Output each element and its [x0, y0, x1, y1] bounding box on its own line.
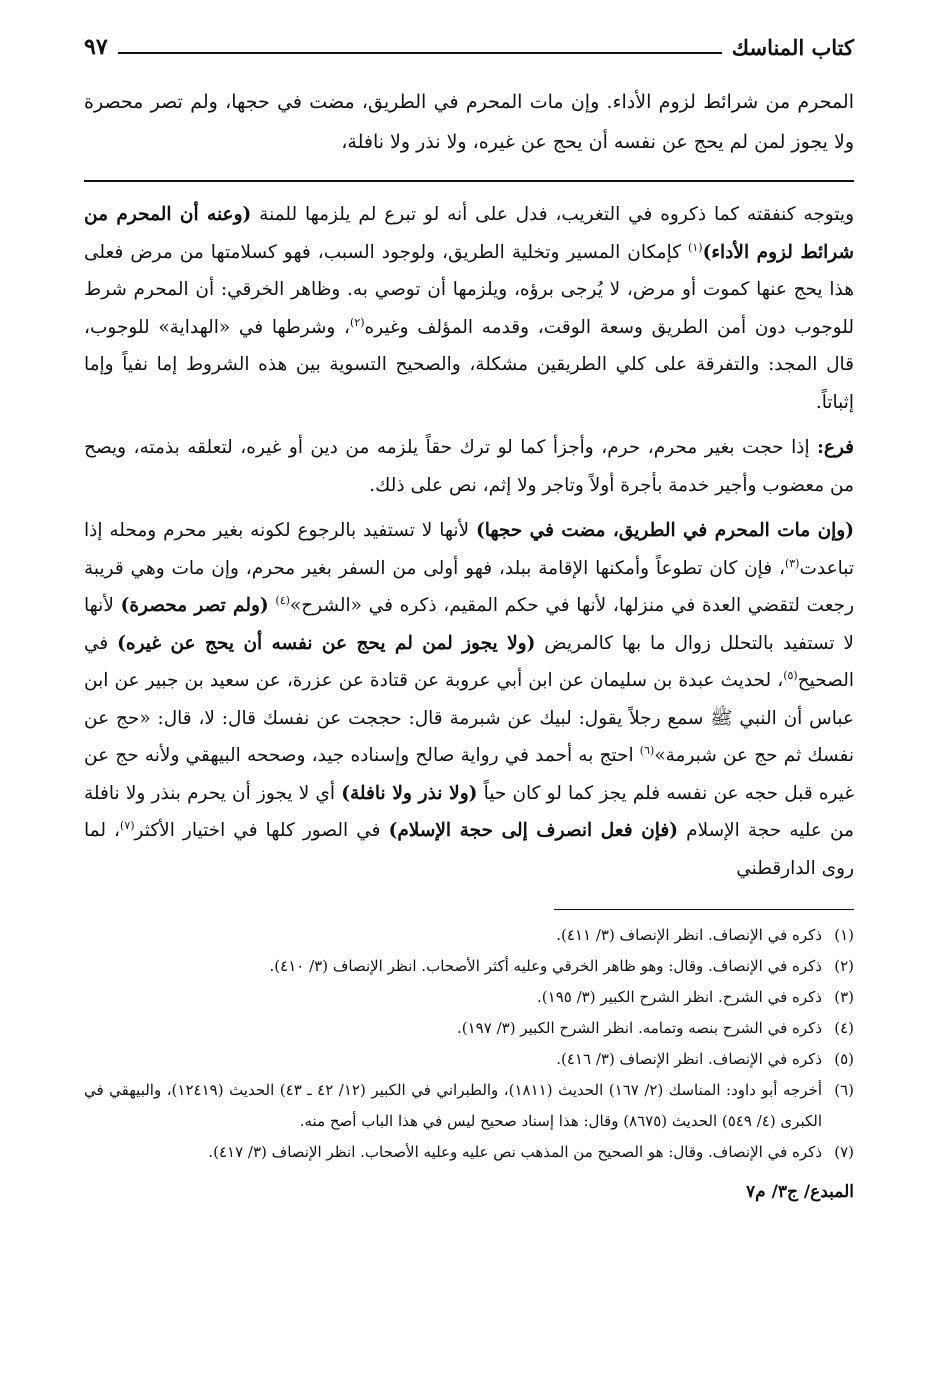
text-span: لأنها لا تستفيد بالتحلل زوال ما بها كالمريض [84, 595, 854, 654]
matn-quote: (فإن فعل انصرف إلى حجة الإسلام) [388, 820, 679, 841]
footnote-number: (٥) [834, 1050, 854, 1068]
footnote-ref[interactable]: (١) [688, 240, 703, 254]
footnote-ref[interactable]: (٧) [120, 818, 135, 832]
footnote-number: (٧) [834, 1143, 854, 1161]
text-span: لأنها لا تستفيد بالرجوع لكونه بغير محرم ومحله إذا تباعدت [84, 520, 854, 579]
text-span: إذا حجت بغير محرم، حرم، وأجزأ كما لو ترك حقاً يلزمه من دين أو غيره، لتعلقه بذمته، ويصح من معضوب وأجير خدمة بأجرة أولاً وتاجر ولا إثم، نص على ذلك. [84, 437, 854, 496]
footnotes [84, 920, 854, 1168]
volume-signature: المبدع/ ج٣/ م٧ [746, 1182, 854, 1202]
book-page [84, 28, 854, 1348]
text-span: ، لما روى الدارقطني [84, 820, 854, 879]
matn-quote: (ولا نذر ولا نافلة) [341, 782, 478, 804]
matn-quote: (وعنه أن المحرم من شرائط لزوم الأداء) [84, 204, 855, 263]
footnote-number: (٢) [834, 957, 854, 975]
sharh-paragraph-2 [84, 429, 854, 504]
matn-paragraph: المحرم من شرائط لزوم الأداء. وإن مات المحرم في الطريق، مضت في حجها، ولم تصر محصرة ولا يجوز لمن لم يحج عن نفسه أن يحج عن غيره، ولا نذر ولا نافلة، [84, 91, 854, 153]
matn-separator [84, 180, 854, 182]
header-rule [118, 52, 722, 54]
footnote-item [84, 982, 854, 1013]
sharh-paragraph-1 [84, 196, 854, 421]
text-span: ويتوجه كنفقته كما ذكروه في التغريب، فدل على أنه لو تبرع لم يلزمها للمنة [251, 204, 855, 225]
footnote-item [84, 1044, 854, 1075]
footnote-ref[interactable]: (٣) [784, 556, 800, 570]
matn-quote: (ولم تصر محصرة) [120, 595, 269, 616]
footnote-text: أخرجه أبو داود: المناسك (٢/ ١٦٧) الحديث (١٨١١)، والطبراني في الكبير (١٢/ ٤٢ ـ ٤٣) الحديث (١٢٤١٩)، والبيهقي في الكبرى (٤/ ٥٤٩) الحديث (٨٦٧٥) وقال: هذا إسناد صحيح ليس في هذا الباب أصح منه. [84, 1081, 822, 1130]
matn-text [84, 82, 854, 162]
footnote-item [84, 951, 854, 982]
footnote-number: (٣) [834, 988, 854, 1006]
footnote-text: ذكره في الشرح. انظر الشرح الكبير (٣/ ١٩٥). [537, 988, 822, 1006]
page-number: ٩٧ [84, 34, 108, 60]
footnote-ref[interactable]: (٦) [639, 743, 655, 757]
footnote-number: (٤) [834, 1019, 854, 1037]
sharh-text [84, 196, 854, 887]
section-label: فرع: [817, 437, 854, 458]
footnote-text: ذكره في الشرح بنصه وتمامه. انظر الشرح الكبير (٣/ ١٩٧). [457, 1019, 822, 1037]
footnote-number: (٦) [834, 1081, 854, 1099]
footnote-number: (١) [834, 926, 854, 944]
text-span: كإمكان المسير وتخلية الطريق، ولوجود السبب، فهو كسلامتها من مرض فعلى هذا يحج عنها كموت أو مرض، لا يُرجى برؤه، ويلزمها أن توصي به. وظاهر الخرقي: أن المحرم شرط للوجوب دون أمن الطريق وسعة الوقت، وقدمه المؤلف وغيره [84, 241, 854, 338]
text-span: ، لحديث عبدة بن سليمان عن ابن أبي عروبة عن قتادة عن عزرة، عن سعيد بن جبير عن ابن عباس أن النبي ﷺ سمع رجلاً يقول: لبيك عن شبرمة قال: حججت عن نفسك قال: لا، قال: «حج عن نفسك ثم حج عن شبرمة» [84, 670, 854, 766]
text-span: في الصور كلها في اختيار الأكثر [134, 820, 389, 841]
footnote-ref[interactable]: (٥) [783, 668, 798, 682]
text-span: احتج به أحمد في رواية صالح وإسناده جيد، وصححه البيهقي ولأنه حج عن غيره قبل حجه عن نفسه فلم يجز كما لو كان حياً [84, 745, 855, 804]
footnote-text: ذكره في الإنصاف. وقال: وهو ظاهر الخرقي وعليه أكثر الأصحاب. انظر الإنصاف (٣/ ٤١٠). [269, 957, 822, 975]
footnote-text: ذكره في الإنصاف. انظر الإنصاف (٣/ ٤١١). [556, 926, 822, 944]
footnote-ref[interactable]: (٤) [275, 593, 290, 607]
text-span: أي لا يجوز أن يحرم بنذر ولا نافلة من عليه حجة الإسلام [84, 782, 854, 841]
sharh-paragraph-3 [84, 512, 854, 887]
text-span: في الصحيح [84, 632, 854, 691]
matn-quote: (ولا يجوز لمن لم يحج عن نفسه أن يحج عن غيره) [117, 632, 536, 654]
footnote-ref[interactable]: (٢) [349, 315, 365, 329]
footnote-separator [554, 909, 854, 910]
footnote-text: ذكره في الإنصاف. انظر الإنصاف (٣/ ٤١٦). [556, 1050, 822, 1068]
footnote-item [84, 1013, 854, 1044]
text-span: ، وشرطها في «الهداية» للوجوب، قال المجد: والتفرقة على كلي الطريقين مشكلة، والصحيح التسوية بين هذه الشروط إما نفياً وإما إثباتاً. [84, 316, 854, 413]
footnote-item [84, 1075, 854, 1137]
matn-quote: (وإن مات المحرم في الطريق، مضت في حجها) [475, 520, 854, 541]
footnote-item [84, 1137, 854, 1168]
book-title: كتاب المناسك [731, 35, 854, 60]
footnote-text: ذكره في الإنصاف. وقال: هو الصحيح من المذهب نص عليه وعليه الأصحاب. انظر الإنصاف (٣/ ٤١٧). [208, 1143, 822, 1161]
text-span: ، فإن كان تطوعاً وأمكنها الإقامة ببلد، فهو أولى من السفر بغير محرم، وإن مات وهي قريبة رجعت لتقضي العدة في منزلها، لأنها في حكم المقيم، ذكره في «الشرح» [84, 557, 855, 616]
footnote-item [84, 920, 854, 951]
page-header [84, 28, 854, 60]
